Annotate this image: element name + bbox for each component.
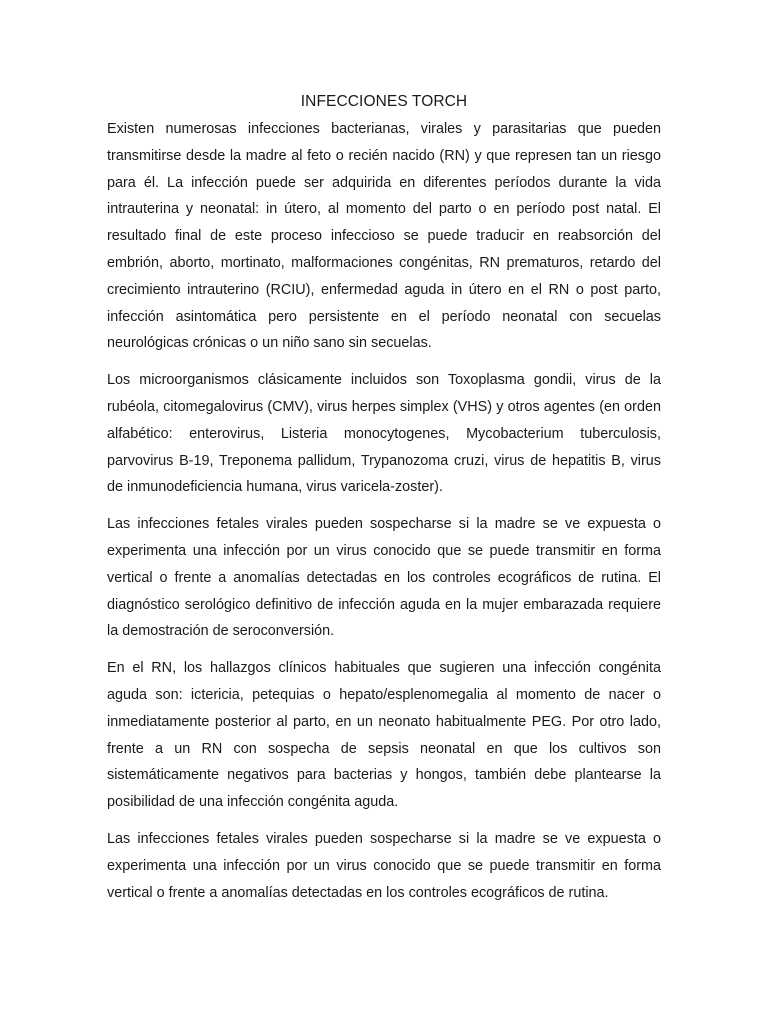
paragraph: Las infecciones fetales virales pueden sospecharse si la madre se ve expuesta o experimenta una infección por un virus conocido que se puede transmitir en forma vertical o frente a anomalías detectadas en los controles ecográficos de rutina. [107, 830, 661, 901]
paragraph: Existen numerosas infecciones bacterianas, virales y parasitarias que pueden transmitirse desde la madre al feto o recién nacido (RN) y que represen tan un riesgo para él. La infección puede ser adquirida en diferentes períodos durante la vida intrauterina y neonatal: in útero, al momento del parto o en período post natal. El resultado final de este proceso infeccioso se puede traducir en reabsorción del embrión, aborto, mortinato, malformaciones congénitas, RN prematuros, retardo del crecimiento intrauterino (RCIU), enfermedad aguda in útero en el RN o post parto, infección asintomática pero persistente en el período neonatal con secuelas neurológicas crónicas o un niño sano sin secuelas. [107, 121, 661, 352]
paragraph: Las infecciones fetales virales pueden sospecharse si la madre se ve expuesta o experimenta una infección por un virus conocido que se puede transmitir en forma vertical o frente a anomalías detectadas en los controles ecográficos de rutina. El diagnóstico serológico definitivo de infección aguda en la mujer embarazada requiere la demostración de seroconversión. [107, 516, 661, 640]
document-title: INFECCIONES TORCH [300, 93, 468, 110]
paragraph: Los microorganismos clásicamente incluidos son Toxoplasma gondii, virus de la rubéola, citomegalovirus (CMV), virus herpes simplex (VHS) y otros agentes (en orden alfabético: enterovirus, Listeria monocytogenes, Mycobacterium tuberculosis, parvovirus B-19, Treponema pallidum, Trypanozoma cruzi, virus de hepatitis B, virus de inmunodeficiencia humana, virus varicela-zoster). [107, 372, 661, 496]
document-body [107, 88, 661, 916]
paragraph: En el RN, los hallazgos clínicos habituales que sugieren una infección congénita aguda son: ictericia, petequias o hepato/esplenomegalia al momento de nacer o inmediatamente posterior al parto, en un neonato habitualmente PEG. Por otro lado, frente a un RN con sospecha de sepsis neonatal en que los cultivos son sistemáticamente negativos para bacterias y hongos, también debe plantearse la posibilidad de una infección congénita aguda. [107, 660, 661, 811]
